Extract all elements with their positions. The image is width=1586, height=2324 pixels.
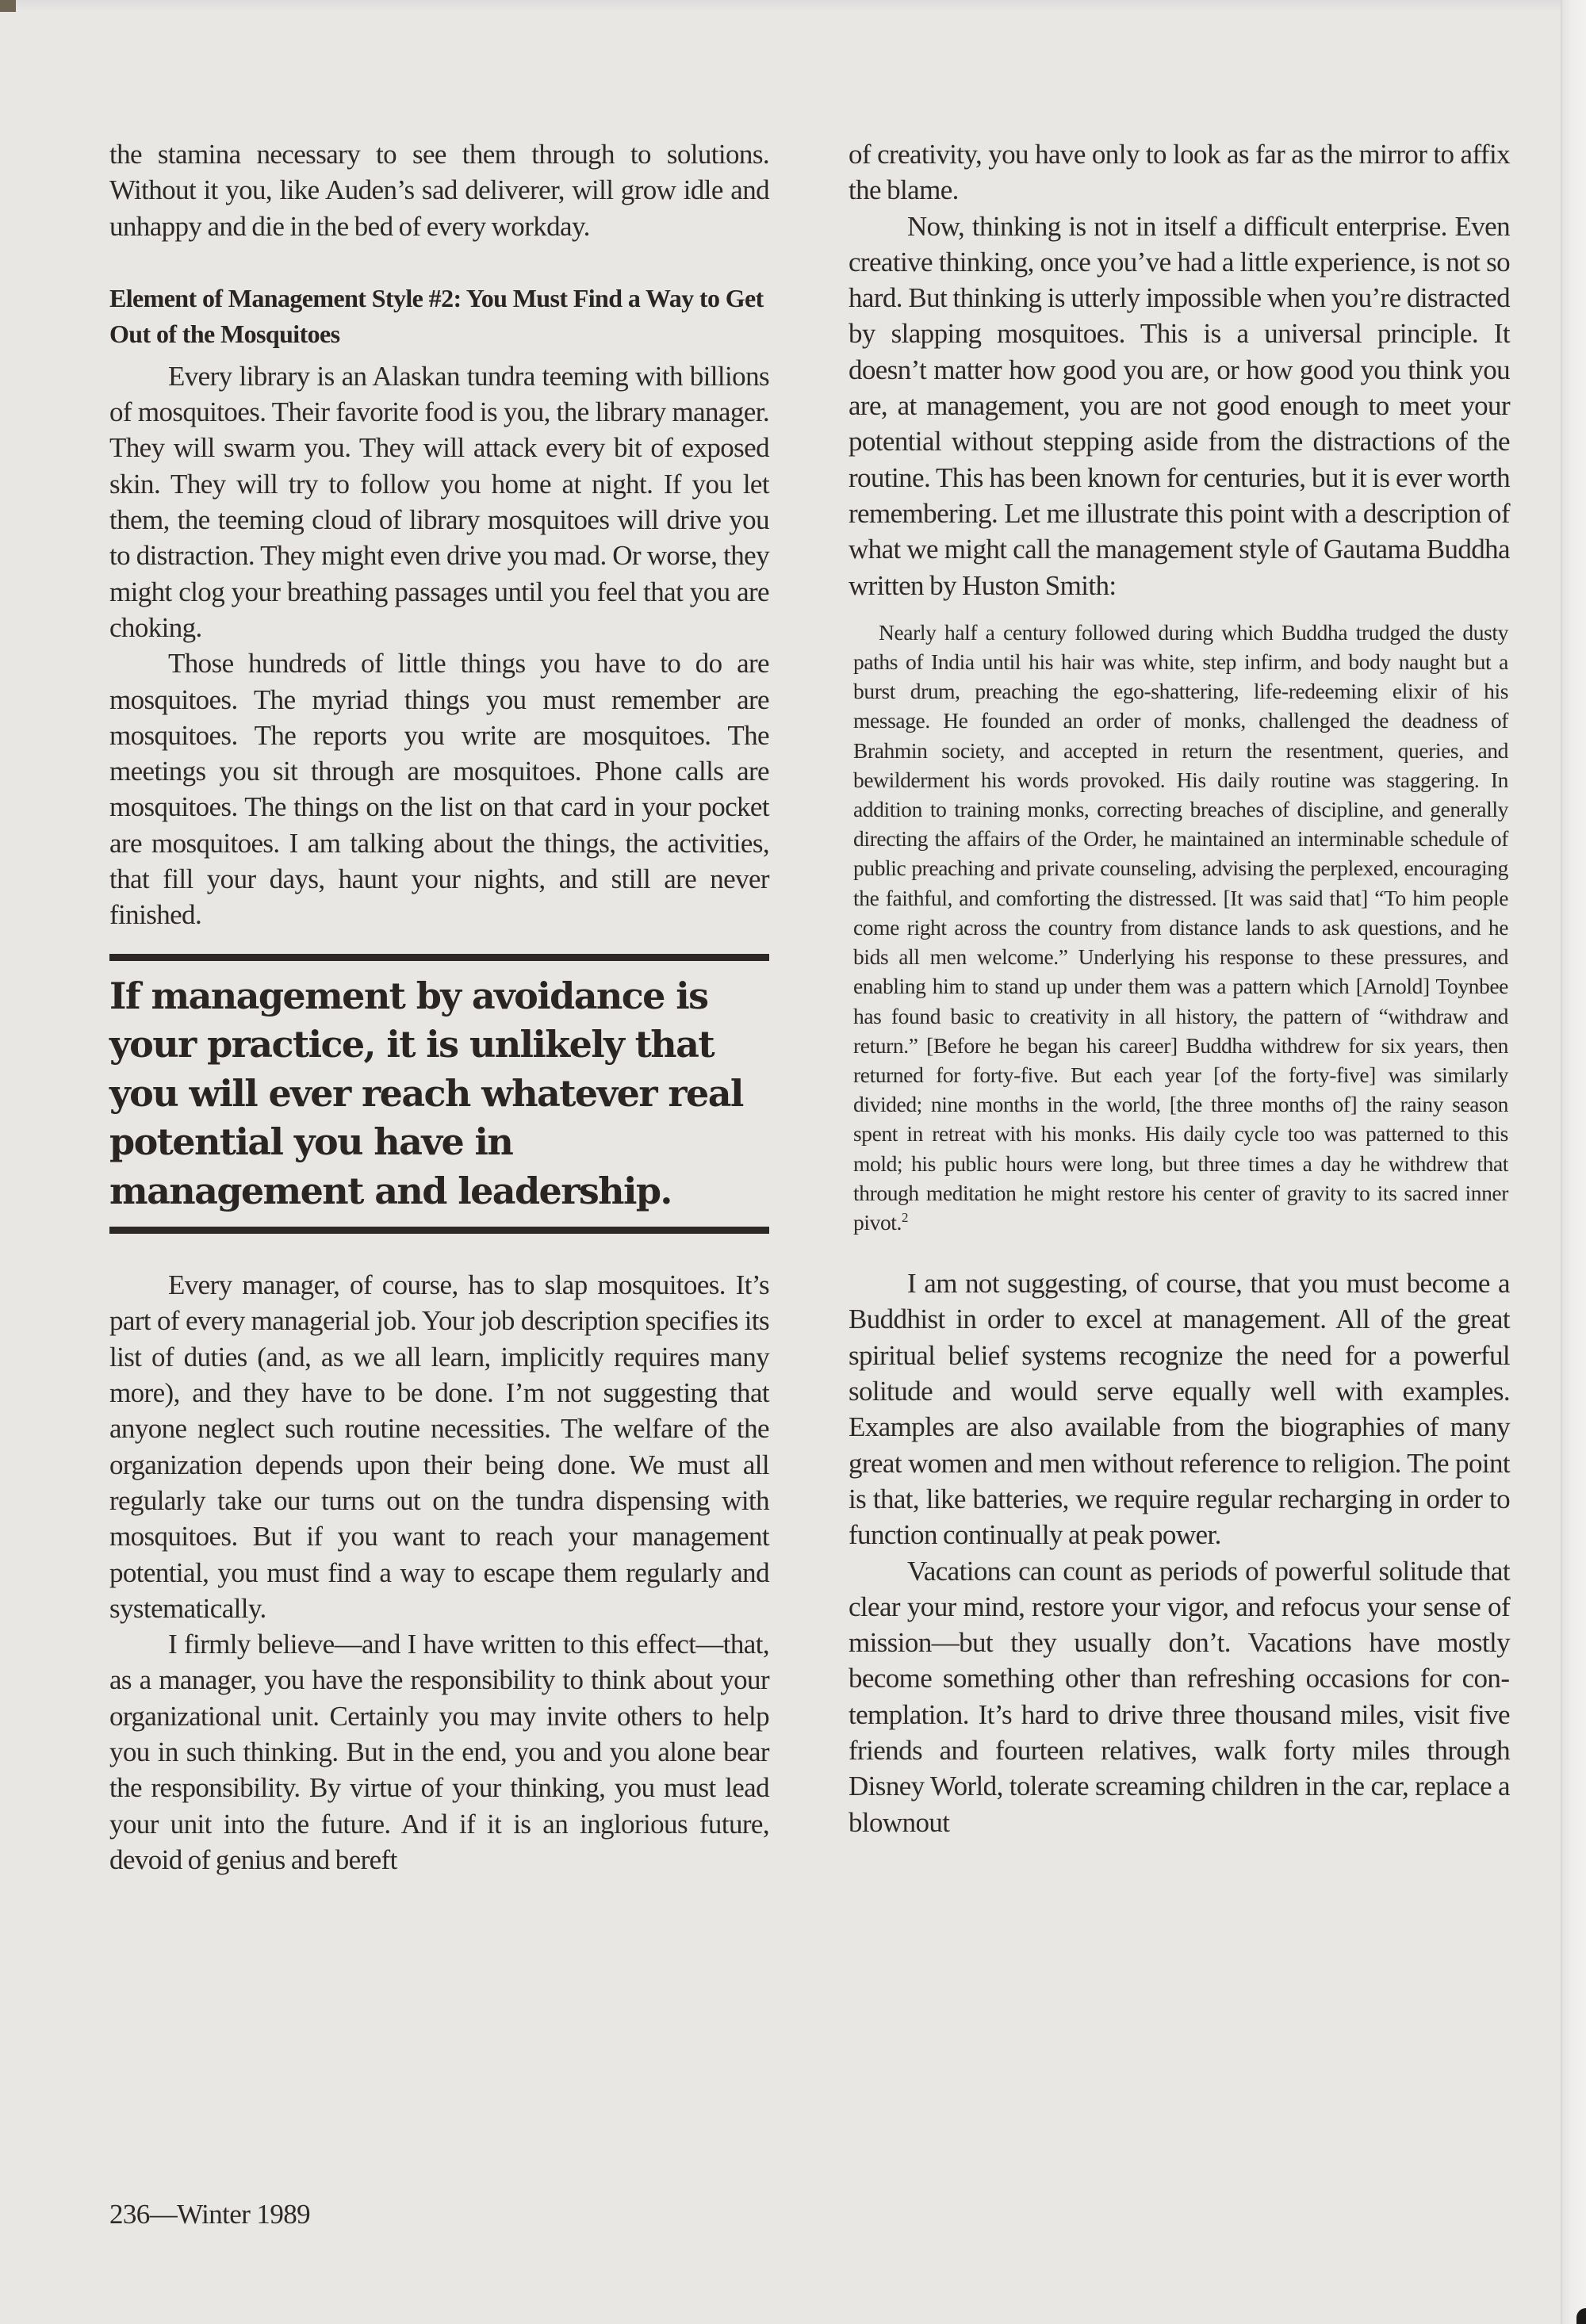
paragraph: Every manager, of course, has to slap mosquitoes. It’s part of every managerial job. Your job description specifies its list of duties (and, as we all learn, implicitly requires many more), and they have to be done. I’m not suggesting that anyone neglect such routine necessities. The welfare of the organization depends upon their being done. We must all regularly take our turns out on the tundra dispensing with mosquitoes. But if you want to reach your management potential, you must find a way to escape them regularly and systematically. [109, 1269, 769, 1624]
scan-corner-mark [0, 0, 16, 12]
paragraph: Those hundreds of little things you have to do are mosquitoes. The myriad things you must remember are mosquitoes. The reports you write are mosquitoes. The meetings you sit through are mosquitoes. Phone calls are mosquitoes. The things on the list on that card in your pocket are mosquitoes. I am talking about the things, the activities, that fill your days, haunt your nights, and still are never finished. [109, 648, 769, 931]
pull-quote [109, 954, 769, 1235]
left-column [109, 136, 769, 1878]
section-heading: Element of Management Style #2: You Must Find a Way to Get Out of the Mosquitoes [109, 283, 764, 348]
paragraph: Vacations can count as periods of powerful solitude that clear your mind, restore your vigor, and refocus your sense of mission—but they usually don’t. Vacations have mostly become something other than refreshing occasions for contemplation. It’s hard to drive three thousand miles, visit five friends and fourteen relatives, walk forty miles through Disney World, tolerate screaming children in the car, replace a blownout [849, 1555, 1510, 1838]
block-quotation [849, 618, 1510, 1237]
paragraph: Now, thinking is not in itself a difficult enterprise. Even creative thinking, once you’ve had a little experience, is not so hard. But thinking is utterly impossible when you’re distracted by slapping mosquitoes. This is a universal principle. It doesn’t matter how good you are, or how good you think you are, at management, you are not good enough to meet your potential without stepping aside from the distractions of the routine. This has been known for centuries, but it is ever worth remembering. Let me illustrate this point with a description of what we might call the management style of Gautama Buddha written by Huston Smith: [849, 210, 1510, 601]
pull-quote-text: If management by avoidance is your practice, it is unlikely that you will ever reach whatever real potential you have in management and leadership. [109, 974, 743, 1212]
paragraph: the stamina necessary to see them through to solutions. Without it you, like Auden’s sad deliverer, will grow idle and unhappy and die in the bed of every workday. [109, 139, 769, 242]
paragraph: I firmly believe—and I have written to this effect—that, as a manager, you have the responsibility to think about your organizational unit. Certainly you may invite others to help you in such thinking. But in the end, you and you alone bear the responsibility. By virtue of your thinking, you must lead your unit into the future. And if it is an inglorious future, devoid of genius and bereft [109, 1629, 769, 1875]
paragraph: of creativity, you have only to look as far as the mirror to affix the blame. [849, 139, 1510, 206]
block-quotation-text [853, 618, 1508, 1237]
page-gutter-shadow [1561, 0, 1586, 2324]
right-column [849, 136, 1510, 1840]
footnote-reference[interactable]: 2 [902, 1209, 909, 1225]
paragraph: I am not suggesting, of course, that you must become a Buddhist in order to excel at management. All of the great spiritual belief systems recognize the need for a powerful solitude and would serve equally well with examples. Examples are also available from the biographies of many great women and men without reference to religion. The point is that, like batteries, we require regular recharging in order to function continually at peak power. [849, 1268, 1510, 1551]
scan-top-edge [0, 0, 1586, 11]
block-quotation-body: Nearly half a century followed during which Buddha trudged the dusty paths of India until his hair was white, step infirm, and body naught but a burst drum, preaching the ego-shattering, life-redeeming elixir of his message. He founded an order of monks, challenged the deadness of Brahmin society, and accepted in return the resentment, queries, and bewilderment his words provoked. His daily routine was staggering. In addition to training monks, correcting breaches of discipline, and generally directing the affairs of the Order, he maintained an interminable schedule of public preaching and private counseling, advising the perplexed, encouraging the faithful, and comforting the distressed. [It was said that] “To him people come right across the country from distance lands to ask questions, and he bids all men welcome.” Underlying his response to these pressures, and enabling him to stand up under them was a pattern which [Arnold] Toynbee has found basic to creativity in all history, the pattern of “withdraw and return.” [Before he began his career] Buddha withdrew for six years, then returned for forty-five. But each year [of the forty-five] was similarly divided; nine months in the world, [the three months of] the rainy season spent in retreat with his monks. His daily cycle too was patterned to this mold; his public hours were long, but three times a day he withdrew that through meditation he might restore his center of gravity to its sacred inner pivot. [853, 619, 1508, 1235]
paragraph: Every library is an Alaskan tundra teeming with billions of mosquitoes. Their favorite food is you, the library manager. They will swarm you. They will attack every bit of exposed skin. They will try to follow you home at night. If you let them, the teeming cloud of library mosquitoes will drive you to distraction. They might even drive you mad. Or worse, they might clog your breathing passages until you feel that you are choking. [109, 360, 769, 643]
page-footer: 236—Winter 1989 [109, 2199, 311, 2230]
